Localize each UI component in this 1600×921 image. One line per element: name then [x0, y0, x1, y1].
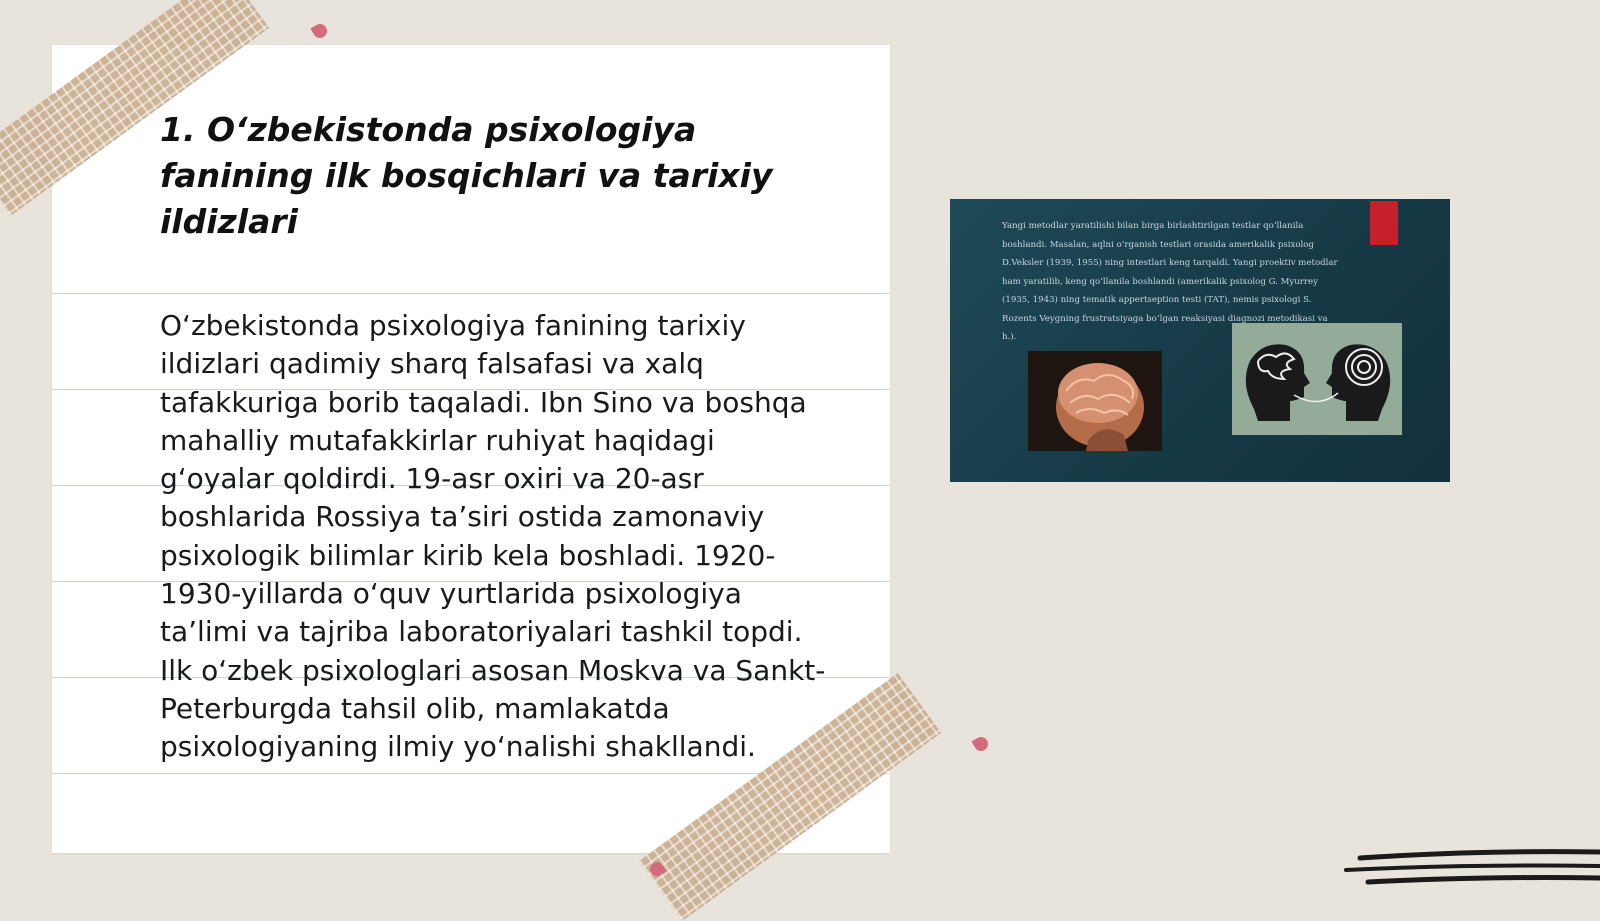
- embedded-slide-image: [950, 199, 1450, 482]
- brain-head-photo: [1028, 351, 1162, 451]
- slide-title: 1. O‘zbekistonda psixologiya fanining ilk bosqichlari va tarixiy ildizlari: [160, 110, 773, 241]
- slide-body-text: O‘zbekistonda psixologiya fanining tarixiy ildizlari qadimiy sharq falsafasi va xalq tafakkuriga borib taqaladi. Ibn Sino va boshqa mahalliy mutafakkirlar ruhiyat haqidagi g‘oyalar qoldirdi. 19-asr oxiri va 20-asr boshlarida Rossiya ta’siri ostida zamonaviy psixologik bilimlar kirib kela boshladi. 1920-1930-yillarda o‘quv yurtlarida psixologiya ta’limi va tajriba laboratoriyalari tashkil topdi. Ilk o‘zbek psixologlari asosan Moskva va Sankt-Peterburgda tahsil olib, mamlakatda psixologiyaning ilmiy yo‘nalishi shakllandi.: [160, 309, 826, 764]
- decorative-stripes: [1340, 840, 1600, 900]
- embedded-slide-text: Yangi metodlar yaratilishi bilan birga birlashtirilgan testlar qo‘llanila boshlandi. Masalan, aqlni o‘rganish testlari orasida amerikalik psixolog D.Veksler (1939, 1955) ning intestlari keng tarqaldi. Yangi proektiv metodlar ham yaratilib, keng qo‘llanila boshlandi (amerikalik psixolog G. Myurrey (1935, 1943) ning tematik appertseption testi (TAT), nemis psixologi S. Rozents Veygning frustratsiyaga bo‘lgan reaksiyasi diagnozi metodikasi va h.).: [1002, 221, 1338, 342]
- pin-icon: [971, 734, 990, 753]
- note-paper: [52, 45, 890, 853]
- red-marker: [1370, 201, 1398, 245]
- two-heads-illustration: [1232, 323, 1402, 435]
- paper-rule: [52, 293, 890, 294]
- pin-icon: [310, 21, 329, 40]
